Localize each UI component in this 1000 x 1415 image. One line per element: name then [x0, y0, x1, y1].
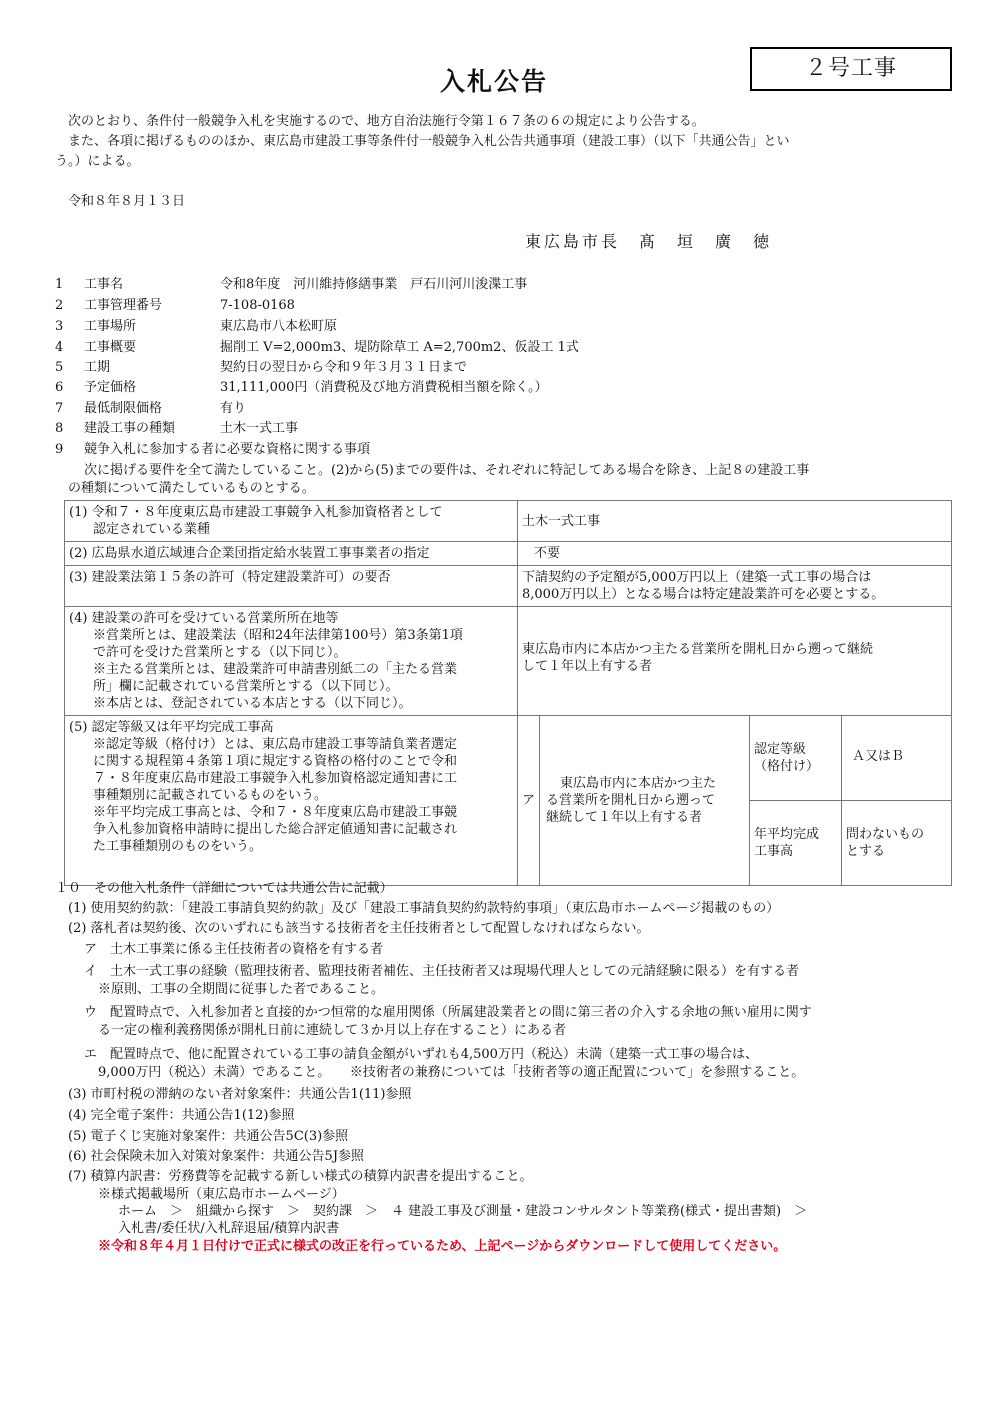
- req3-value-2: 8,000万円以上）となる場合は特定建設業許可を必要とする。: [522, 587, 885, 602]
- item-value: 東広島市八本松町原: [220, 319, 338, 334]
- avg-label-1: 年平均完成: [754, 827, 820, 842]
- grade-value: Ａ又はＢ: [842, 716, 952, 801]
- issuer-name: 東広島市長 髙 垣 廣 徳: [525, 232, 773, 251]
- req4-note: ※主たる営業所とは、建設業許可申請書別紙二の「主たる営業: [93, 662, 458, 677]
- section10-line: ア 土木工事業に係る主任技術者の資格を有する者: [84, 942, 384, 957]
- req4-value-2: して１年以上有する者: [522, 659, 653, 674]
- req5-mark: ア: [518, 716, 540, 886]
- item-number: 8: [55, 421, 64, 436]
- item-number: 2: [55, 298, 64, 313]
- item-label: 競争入札に参加する者に必要な資格に関する事項: [84, 442, 371, 457]
- item-label: 工事管理番号: [84, 298, 163, 313]
- req5-heading: (5) 認定等級又は年平均完成工事高: [69, 720, 274, 735]
- intro-line-2: また、各項に掲げるもののほか、東広島市建設工事等条件付一般競争入札公告共通事項（建設工事）（以下「共通公告」とい: [68, 134, 790, 149]
- section10-line: (3) 市町村税の滞納のない者対象案件：共通公告1(11)参照: [68, 1087, 412, 1102]
- section10-heading: １０ その他入札条件（詳細については共通公告に記載）: [55, 881, 393, 896]
- intro-line-3: う。）による。: [55, 154, 140, 169]
- req4-note: 所」欄に記載されている営業所とする（以下同じ）。: [93, 679, 399, 694]
- req1-value: 土木一式工事: [518, 501, 952, 542]
- table-row: [65, 542, 952, 566]
- table-row: [65, 607, 952, 716]
- section10-line: (5) 電子くじ実施対象案件：共通公告5C(3)参照: [68, 1129, 349, 1144]
- item-label: 予定価格: [84, 380, 137, 395]
- req5-condition-3: 継続して１年以上有する者: [546, 810, 703, 825]
- avg-value-1: 問わないもの: [846, 827, 925, 842]
- item-value: 掘削工 V=2,000m3、堤防除草工 A=2,700m2、仮設工 1式: [220, 340, 579, 355]
- req5-note: た工事種類別のものをいう。: [93, 839, 263, 854]
- item-number: 3: [55, 319, 64, 334]
- section9-intro-2: の種類について満たしているものとする。: [68, 481, 315, 496]
- item-label: 最低制限価格: [84, 401, 163, 416]
- section10-line: (6) 社会保険未加入対策対象案件：共通公告5J参照: [68, 1149, 365, 1164]
- item-label: 工事場所: [84, 319, 137, 334]
- req5-note: 事種類別に記載されているものをいう。: [93, 788, 328, 803]
- download-notice: ※令和８年４月１日付けで正式に様式の改正を行っているため、上記ページからダウンロードして使用してください。: [98, 1239, 787, 1254]
- section10-line: る一定の権利義務関係が開札日前に連続して３か月以上存在すること）にある者: [98, 1023, 567, 1038]
- req2-label: (2) 広島県水道広域連合企業団指定給水装置工事事業者の指定: [65, 542, 518, 566]
- req1-label: (1) 令和７・８年度東広島市建設工事競争入札参加資格者として: [69, 505, 443, 520]
- section10-line: (1) 使用契約約款：「建設工事請負契約約款」及び「建設工事請負契約約款特約事項」（東広島市ホームページ掲載のもの）: [68, 901, 780, 916]
- item-number: 9: [55, 442, 64, 457]
- req4-heading: (4) 建設業の許可を受けている営業所所在地等: [69, 611, 339, 626]
- item-value: 令和8年度 河川維持修繕事業 戸石川河川浚渫工事: [220, 277, 528, 292]
- req4-note: ※営業所とは、建設業法（昭和24年法律第100号）第3条第1項: [93, 628, 463, 643]
- section10-line: エ 配置時点で、他に配置されている工事の請負金額がいずれも4,500万円（税込）未満（建築一式工事の場合は、: [84, 1047, 758, 1062]
- req4-value-1: 東広島市内に本店かつ主たる営業所を開札日から遡って継続: [522, 642, 874, 657]
- item-number: 4: [55, 340, 64, 355]
- section10-line: ホーム ＞ 組織から探す ＞ 契約課 ＞ ４ 建設工事及び測量・建設コンサルタント等業務(様式・提出書類) ＞: [118, 1204, 808, 1219]
- section10-line: (2) 落札者は契約後、次のいずれにも該当する技術者を主任技術者として配置しなければならない。: [68, 921, 650, 936]
- item-number: 7: [55, 401, 64, 416]
- section10-line: ※様式掲載場所（東広島市ホームページ）: [98, 1187, 345, 1202]
- item-value: 7-108-0168: [220, 298, 295, 313]
- section10-line: イ 土木一式工事の経験（監理技術者、監理技術者補佐、主任技術者又は現場代理人としての元請経験に限る）を有する者: [84, 964, 800, 979]
- req5-note: ※年平均完成工事高とは、令和７・８年度東広島市建設工事競: [93, 805, 458, 820]
- section10-line: (4) 完全電子案件：共通公告1(12)参照: [68, 1108, 295, 1123]
- item-value: 契約日の翌日から令和９年３月３１日まで: [220, 360, 468, 375]
- item-number: 5: [55, 360, 64, 375]
- page-title: 入札公告: [440, 67, 549, 96]
- section10-line: 入札書/委任状/入札辞退届/積算内訳書: [118, 1221, 340, 1236]
- item-label: 工事概要: [84, 340, 137, 355]
- req4-note: ※本店とは、登記されている本店とする（以下同じ）。: [93, 696, 412, 711]
- req4-note: で許可を受けた営業所とする（以下同じ）。: [93, 645, 347, 660]
- notice-date: 令和８年８月１３日: [68, 194, 186, 209]
- req5-note: ※認定等級（格付け）とは、東広島市建設工事等請負業者選定: [93, 737, 458, 752]
- requirements-table: [64, 500, 952, 886]
- req5-note: に関する規程第４条第１項に規定する資格の格付のことで令和: [93, 754, 458, 769]
- req5-note: ７・８年度東広島市建設工事競争入札参加資格認定通知書に工: [93, 771, 458, 786]
- item-label: 建設工事の種類: [84, 421, 176, 436]
- req5-condition-1: 東広島市内に本店かつ主た: [560, 776, 717, 791]
- table-row: [65, 716, 952, 801]
- req1-label-cont: 認定されている業種: [93, 522, 211, 537]
- item-number: 6: [55, 380, 64, 395]
- item-value: 31,111,000円（消費税及び地方消費税相当額を除く。）: [220, 380, 548, 395]
- item-value: 有り: [220, 401, 247, 416]
- avg-label-2: 工事高: [754, 844, 794, 859]
- table-row: [65, 566, 952, 607]
- item-label: 工期: [84, 360, 111, 375]
- req5-note: 争入札参加資格申請時に提出した総合評定値通知書に記載され: [93, 822, 458, 837]
- item-value: 土木一式工事: [220, 421, 299, 436]
- section10-line: ※原則、工事の全期間に従事した者であること。: [98, 982, 385, 997]
- project-number-box: ２号工事: [750, 47, 952, 91]
- item-number: 1: [55, 277, 64, 292]
- section9-intro-1: 次に掲げる要件を全て満たしていること。(2)から(5)までの要件は、それぞれに特記してある場合を除き、上記８の建設工事: [84, 463, 810, 478]
- req3-label: (3) 建設業法第１５条の許可（特定建設業許可）の要否: [65, 566, 518, 607]
- req2-value: 不要: [518, 542, 952, 566]
- intro-line-1: 次のとおり、条件付一般競争入札を実施するので、地方自治法施行令第１６７条の６の規定により公告する。: [68, 114, 705, 129]
- item-label: 工事名: [84, 277, 124, 292]
- section10-line: 9,000万円（税込）未満）であること。 ※技術者の兼務については「技術者等の適正配置について」を参照すること。: [98, 1065, 805, 1080]
- section10-line: (7) 積算内訳書：労務費等を記載する新しい様式の積算内訳書を提出すること。: [68, 1169, 533, 1184]
- section10-line: ウ 配置時点で、入札参加者と直接的かつ恒常的な雇用関係（所属建設業者との間に第三者の介入する余地の無い雇用に関す: [84, 1005, 812, 1020]
- grade-label-2: （格付け）: [754, 759, 820, 774]
- table-row: [65, 501, 952, 542]
- grade-label-1: 認定等級: [754, 742, 807, 757]
- req3-value-1: 下請契約の予定額が5,000万円以上（建築一式工事の場合は: [522, 570, 872, 585]
- req5-condition-2: る営業所を開札日から遡って: [546, 793, 716, 808]
- avg-value-2: とする: [846, 844, 886, 859]
